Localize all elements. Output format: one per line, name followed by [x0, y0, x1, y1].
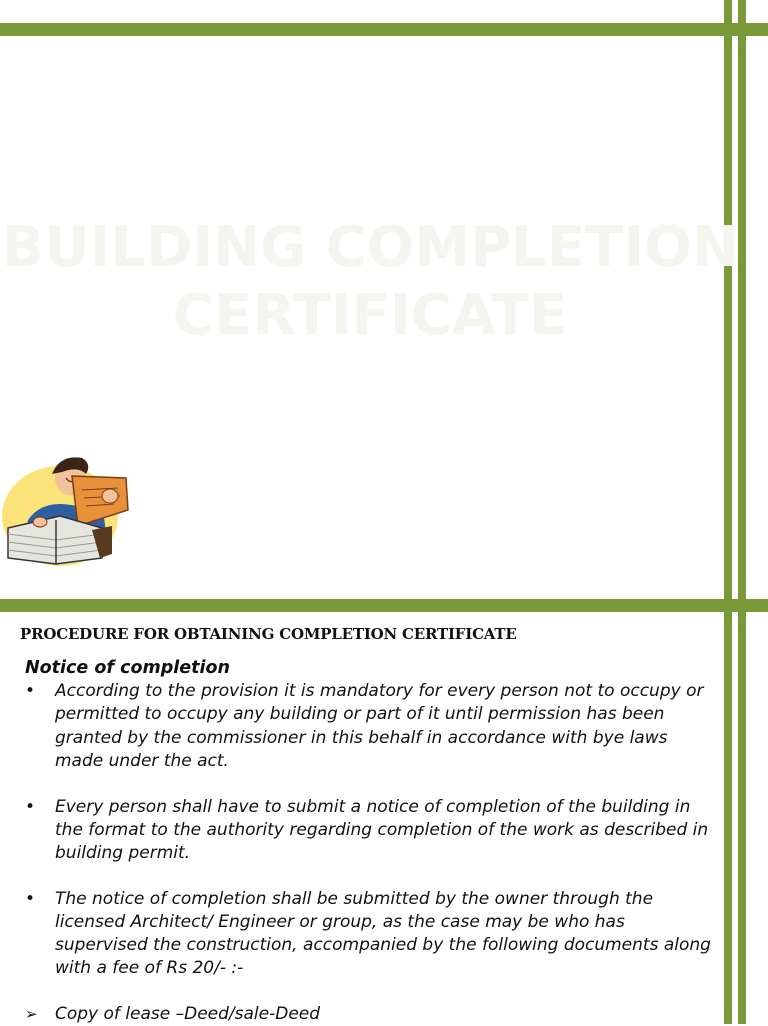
bullet-marker: •	[25, 681, 36, 702]
right-border-bar-right	[738, 0, 746, 1024]
procedure-heading: PROCEDURE FOR OBTAINING COMPLETION CERTIFICATE	[20, 625, 517, 643]
slide-title-line-1: BUILDING COMPLETION	[1, 215, 739, 280]
slide-title	[0, 214, 740, 350]
right-border-bar-left	[724, 0, 732, 1024]
bullet-item	[25, 680, 715, 773]
bullet-text: Every person shall have to submit a notice of completion of the building in the format to the authority regarding completion of the work as described in building permit.	[55, 796, 709, 863]
bullet-item	[25, 888, 715, 981]
middle-divider-bar	[0, 599, 768, 612]
bullet-text: The notice of completion shall be submitted by the owner through the licensed Architect/ Engineer or group, as the case may be who has supervised the construction, accompanied by the following documents along with a fee of Rs 20/- :-	[55, 888, 711, 979]
bullet-marker: •	[25, 796, 36, 817]
document-list-item	[25, 1003, 715, 1026]
bullet-text: According to the provision it is mandatory for every person not to occupy or permitted to occupy any building or part of it until permission has been granted by the commissioner in this behalf in accordance with bye laws made under the act.	[55, 681, 704, 771]
bullet-item	[25, 796, 715, 866]
bullet-marker: •	[25, 888, 36, 909]
slide-title-line-2: CERTIFICATE	[172, 283, 568, 348]
notice-of-completion-heading: Notice of completion	[25, 658, 230, 678]
arrow-marker: ➢	[25, 1004, 38, 1023]
document-text: Copy of lease –Deed/sale-Deed	[55, 1003, 321, 1024]
man-reading-book-clipart	[0, 448, 135, 570]
top-divider-bar	[0, 23, 768, 36]
notice-content	[25, 657, 715, 1026]
